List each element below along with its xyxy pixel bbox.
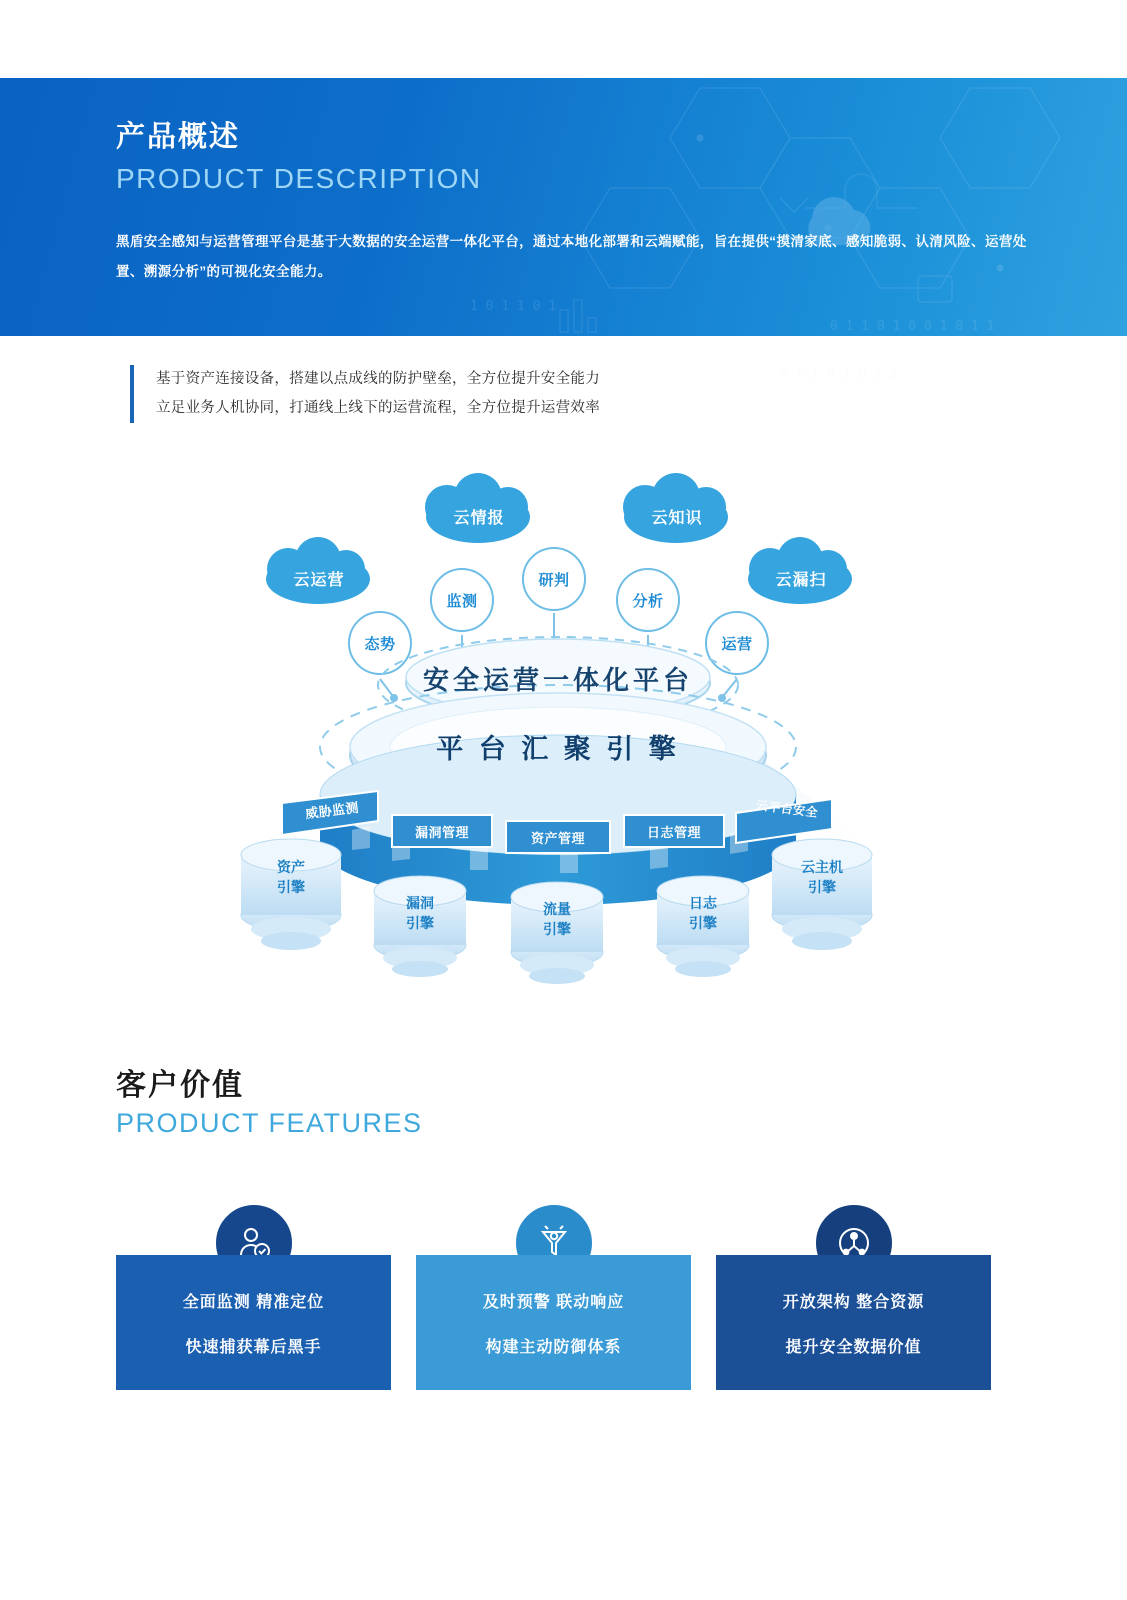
pillar-2 [374, 876, 466, 977]
segment-label-vuln-mgmt: 漏洞管理 [414, 825, 469, 840]
feature-card-1 [116, 1255, 391, 1390]
cloud-shape-3 [266, 537, 370, 604]
pillar-asset-line2: 引擎 [277, 879, 305, 895]
svg-text:0 1 1 0 1 0 0 1 0 1 1: 0 1 1 0 1 0 0 1 0 1 1 [830, 319, 995, 334]
cloud-shape-1 [425, 473, 530, 543]
page-subtitle: PRODUCT DESCRIPTION [116, 163, 482, 194]
svg-text:1 0 1 1 0 1: 1 0 1 1 0 1 [470, 299, 557, 314]
pillar-5 [772, 839, 872, 950]
pillar-log-line2: 引擎 [689, 915, 717, 931]
pillar-4 [657, 876, 749, 977]
features-subtitle: PRODUCT FEATURES [116, 1108, 423, 1138]
segment-label-threat-monitor: 威胁监测 [304, 799, 360, 822]
pillar-cloudhost-line2: 引擎 [808, 879, 836, 895]
feature-3-line-2: 提升安全数据价值 [785, 1338, 922, 1356]
bubble-label-analysis: 分析 [632, 593, 664, 610]
feature-1-line-1: 全面监测 精准定位 [182, 1293, 325, 1311]
pillar-3 [511, 882, 603, 984]
architecture-diagram [0, 455, 1127, 1035]
feature-1-line-2: 快速捕获幕后黑手 [185, 1338, 322, 1356]
bubble-label-monitor: 监测 [446, 593, 478, 610]
feature-2-line-2: 构建主动防御体系 [485, 1338, 622, 1356]
cloud-label-cloud-intel: 云情报 [453, 510, 505, 527]
bubble-label-operation: 运营 [721, 636, 753, 653]
platform-mid-label: 平 台 汇 聚 引 擎 [436, 734, 680, 764]
pillar-1 [241, 839, 341, 950]
pillar-cloudhost-line1: 云主机 [801, 859, 843, 875]
pillar-asset-line1: 资产 [277, 859, 305, 875]
quote-block [130, 365, 916, 423]
quote-line-1: 基于资产连接设备，搭建以点成线的防护壁垒，全方位提升安全能力 [156, 371, 600, 387]
pillar-vuln-line1: 漏洞 [406, 895, 434, 911]
feature-card-2 [416, 1255, 691, 1390]
svg-text:0 1 1 0 1 0 0 1: 0 1 1 0 1 0 0 1 [780, 367, 898, 382]
pillar-log-line1: 日志 [689, 895, 717, 911]
feature-3-line-1: 开放架构 整合资源 [782, 1293, 925, 1311]
platform-top-label: 安全运营一体化平台 [422, 665, 693, 695]
segment-label-asset-mgmt: 资产管理 [530, 831, 585, 846]
pillar-traffic-line2: 引擎 [543, 921, 571, 937]
bubble-label-situation: 态势 [364, 636, 396, 653]
cloud-label-cloud-ops: 云运营 [293, 572, 345, 589]
pillar-vuln-line2: 引擎 [406, 915, 434, 931]
features-title: 客户价值 [116, 1069, 244, 1102]
hero-paragraph: 黑盾安全感知与运营管理平台是基于大数据的安全运营一体化平台，通过本地化部署和云端赋能，旨在提供“摸清家底、感知脆弱、认清风险、运营处置、溯源分析”的可视化安全能力。 [116, 234, 1027, 279]
pillar-traffic-line1: 流量 [543, 901, 571, 917]
segment-label-log-mgmt: 日志管理 [646, 825, 701, 840]
cloud-label-cloud-scan: 云漏扫 [775, 572, 827, 589]
cloud-shape-2 [623, 473, 728, 543]
cloud-label-cloud-knowledge: 云知识 [651, 510, 703, 527]
page-title: 产品概述 [116, 121, 241, 153]
feature-card-3 [716, 1255, 991, 1390]
cloud-shape-4 [748, 537, 852, 604]
bubble-label-analyze: 研判 [538, 572, 570, 589]
quote-line-2: 立足业务人机协同，打通线上线下的运营流程，全方位提升运营效率 [156, 400, 600, 416]
feature-2-line-1: 及时预警 联动响应 [482, 1293, 625, 1311]
segment-label-cloud-sec: 云平台安全 [755, 798, 819, 820]
